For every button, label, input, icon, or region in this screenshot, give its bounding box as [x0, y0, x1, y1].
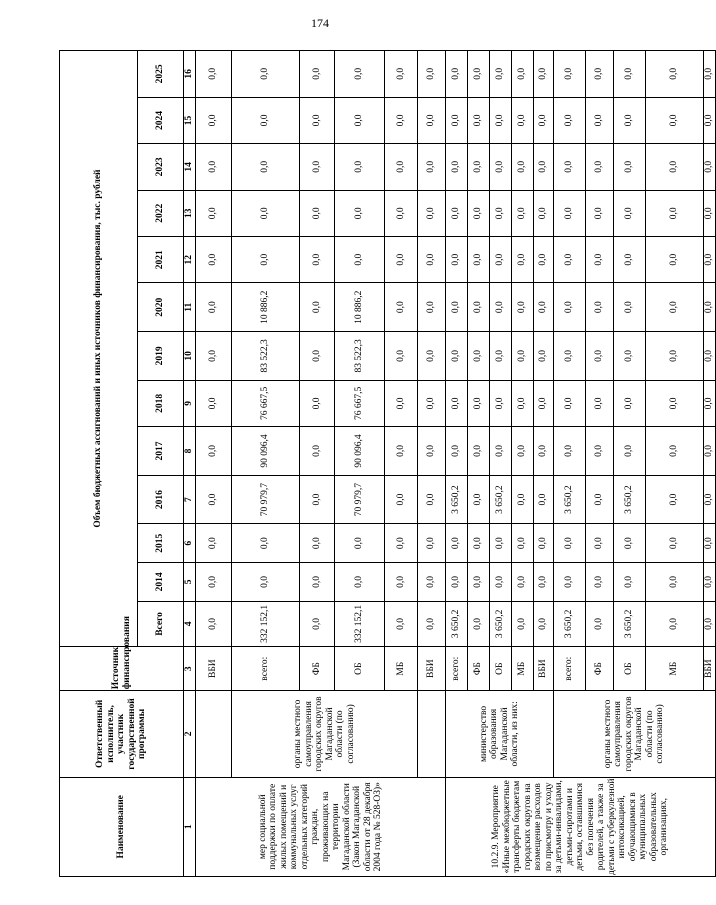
- year-value-cell: 0,0: [335, 236, 385, 282]
- year-value-cell: 0,0: [646, 144, 704, 190]
- source-cell: ВБИ: [534, 647, 554, 691]
- total-value-cell: 332 152,1: [232, 601, 300, 646]
- year-value-cell: 0,0: [446, 380, 468, 426]
- year-value-cell: 0,0: [446, 236, 468, 282]
- year-value-cell: 0,0: [196, 332, 232, 381]
- header-year: 2014: [138, 563, 184, 602]
- total-value-cell: 0,0: [534, 601, 554, 646]
- header-year: 2024: [138, 97, 184, 143]
- year-value-cell: 0,0: [704, 380, 716, 426]
- year-value-cell: 0,0: [300, 332, 335, 381]
- year-value-cell: 76 667,5: [232, 380, 300, 426]
- table-row: [418, 51, 446, 877]
- year-value-cell: 0,0: [418, 524, 446, 563]
- header-year: 2018: [138, 380, 184, 426]
- year-value-cell: 0,0: [335, 190, 385, 236]
- year-value-cell: 0,0: [418, 144, 446, 190]
- year-value-cell: 0,0: [385, 144, 418, 190]
- year-value-cell: 0,0: [534, 283, 554, 332]
- year-value-cell: 0,0: [300, 427, 335, 476]
- year-value-cell: 70 979,7: [335, 475, 385, 524]
- year-value-cell: 0,0: [554, 144, 586, 190]
- source-cell: ВБИ: [196, 647, 232, 691]
- column-number: 11: [184, 283, 196, 332]
- year-value-cell: 0,0: [385, 524, 418, 563]
- year-value-cell: 0,0: [196, 380, 232, 426]
- year-value-cell: 0,0: [704, 190, 716, 236]
- year-value-cell: 0,0: [512, 97, 534, 143]
- year-value-cell: 0,0: [385, 190, 418, 236]
- year-value-cell: 0,0: [468, 427, 490, 476]
- year-value-cell: 0,0: [614, 190, 646, 236]
- total-value-cell: 0,0: [300, 601, 335, 646]
- year-value-cell: 0,0: [586, 97, 614, 143]
- year-value-cell: 0,0: [196, 563, 232, 602]
- year-value-cell: 0,0: [385, 475, 418, 524]
- year-value-cell: 0,0: [646, 190, 704, 236]
- table-row: [196, 51, 232, 877]
- year-value-cell: 0,0: [646, 236, 704, 282]
- year-value-cell: 0,0: [614, 524, 646, 563]
- year-value-cell: 0,0: [586, 524, 614, 563]
- column-number: 12: [184, 236, 196, 282]
- year-value-cell: 0,0: [646, 332, 704, 381]
- year-value-cell: 0,0: [646, 563, 704, 602]
- column-number: 10: [184, 332, 196, 381]
- source-cell: ОБ: [490, 647, 512, 691]
- source-cell: всего:: [446, 647, 468, 691]
- source-cell: МБ: [385, 647, 418, 691]
- table-row: [232, 51, 300, 877]
- year-value-cell: 0,0: [446, 427, 468, 476]
- year-value-cell: 0,0: [704, 236, 716, 282]
- year-value-cell: 0,0: [614, 332, 646, 381]
- year-value-cell: 0,0: [300, 51, 335, 98]
- year-value-cell: 0,0: [614, 380, 646, 426]
- year-value-cell: 0,0: [534, 380, 554, 426]
- year-value-cell: 0,0: [704, 144, 716, 190]
- year-value-cell: 0,0: [385, 380, 418, 426]
- year-value-cell: 0,0: [446, 51, 468, 98]
- rotated-table-container: [59, 50, 714, 877]
- header-year: 2022: [138, 190, 184, 236]
- year-value-cell: 0,0: [418, 236, 446, 282]
- year-value-cell: 0,0: [418, 332, 446, 381]
- year-value-cell: 0,0: [418, 380, 446, 426]
- year-value-cell: 0,0: [586, 144, 614, 190]
- year-value-cell: 0,0: [196, 524, 232, 563]
- year-value-cell: 0,0: [196, 475, 232, 524]
- table-row: [446, 51, 468, 877]
- year-value-cell: 0,0: [554, 427, 586, 476]
- year-value-cell: 0,0: [300, 190, 335, 236]
- year-value-cell: 0,0: [300, 283, 335, 332]
- year-value-cell: 0,0: [335, 144, 385, 190]
- year-value-cell: 0,0: [586, 427, 614, 476]
- year-value-cell: 0,0: [490, 332, 512, 381]
- year-value-cell: 0,0: [512, 563, 534, 602]
- header-year: 2021: [138, 236, 184, 282]
- year-value-cell: 0,0: [704, 524, 716, 563]
- year-value-cell: 0,0: [446, 97, 468, 143]
- year-value-cell: 0,0: [446, 563, 468, 602]
- total-value-cell: 0,0: [418, 601, 446, 646]
- total-value-cell: 0,0: [704, 601, 716, 646]
- executor-cell: органы местного самоуправления городских округов Магаданской области (по согласованию): [554, 691, 716, 777]
- year-value-cell: 0,0: [196, 190, 232, 236]
- year-value-cell: 0,0: [385, 283, 418, 332]
- year-value-cell: 0,0: [512, 427, 534, 476]
- year-value-cell: 0,0: [418, 283, 446, 332]
- measure-name-cell: мер социальной поддержки по оплате жилых помещений и коммунальных услуг отдельных категорий граждан, проживающих на территории Магаданской области (Закон Магаданской области от 28 декабря 2004 года № 528-ОЗ)»: [196, 777, 446, 876]
- year-value-cell: 76 667,5: [335, 380, 385, 426]
- year-value-cell: 0,0: [446, 144, 468, 190]
- year-value-cell: 0,0: [512, 51, 534, 98]
- year-value-cell: 0,0: [614, 51, 646, 98]
- year-value-cell: 0,0: [418, 563, 446, 602]
- year-value-cell: 0,0: [586, 380, 614, 426]
- year-value-cell: 0,0: [468, 283, 490, 332]
- year-value-cell: 0,0: [490, 144, 512, 190]
- year-value-cell: 0,0: [490, 380, 512, 426]
- year-value-cell: 0,0: [385, 97, 418, 143]
- total-value-cell: 0,0: [385, 601, 418, 646]
- header-year: 2025: [138, 51, 184, 98]
- year-value-cell: 0,0: [554, 380, 586, 426]
- year-value-cell: 0,0: [490, 97, 512, 143]
- executor-cell-empty: [418, 691, 446, 777]
- funding-table: [59, 50, 716, 877]
- column-number: 5: [184, 563, 196, 602]
- header-year: 2016: [138, 475, 184, 524]
- source-cell: всего:: [554, 647, 586, 691]
- year-value-cell: 0,0: [335, 524, 385, 563]
- year-value-cell: 0,0: [534, 524, 554, 563]
- year-value-cell: 0,0: [418, 190, 446, 236]
- year-value-cell: 83 522,3: [232, 332, 300, 381]
- year-value-cell: 0,0: [418, 475, 446, 524]
- year-value-cell: 0,0: [554, 236, 586, 282]
- year-value-cell: 0,0: [490, 190, 512, 236]
- executor-cell: министерство образования Магаданской области, из них:: [446, 691, 554, 777]
- year-value-cell: 3 650,2: [614, 475, 646, 524]
- year-value-cell: 0,0: [232, 51, 300, 98]
- measure-name-cell: 10.2.9. Мероприятие «Иные межбюджетные трансферты бюджетам городских округов на возмещение расходов по присмотру и уходу за детьми-инвалидами, детьми-сиротами и детьми, оставшимися без попечения родителей, а также за детьми с туберкулезной интоксикацией, обучающимися в муниципальных образовательных организациях,: [446, 777, 716, 876]
- year-value-cell: 0,0: [614, 563, 646, 602]
- header-funding-title: Объем бюджетных ассигнований и иных источников финансирования, тыс. рублей: [60, 51, 138, 647]
- year-value-cell: 3 650,2: [554, 475, 586, 524]
- year-value-cell: 0,0: [335, 51, 385, 98]
- year-value-cell: 0,0: [446, 524, 468, 563]
- year-value-cell: 0,0: [534, 332, 554, 381]
- year-value-cell: 0,0: [300, 563, 335, 602]
- year-value-cell: 0,0: [232, 144, 300, 190]
- year-value-cell: 0,0: [534, 563, 554, 602]
- header-year: 2015: [138, 524, 184, 563]
- year-value-cell: 0,0: [385, 332, 418, 381]
- year-value-cell: 0,0: [490, 524, 512, 563]
- year-value-cell: 0,0: [468, 332, 490, 381]
- source-cell: ФБ: [468, 647, 490, 691]
- year-value-cell: 0,0: [554, 51, 586, 98]
- year-value-cell: 10 886,2: [335, 283, 385, 332]
- year-value-cell: 3 650,2: [446, 475, 468, 524]
- header-source: Источник финансирования: [60, 647, 184, 691]
- source-cell: ОБ: [335, 647, 385, 691]
- year-value-cell: 0,0: [300, 475, 335, 524]
- source-cell: ВБИ: [418, 647, 446, 691]
- year-value-cell: 0,0: [512, 475, 534, 524]
- year-value-cell: 0,0: [586, 51, 614, 98]
- source-cell: ВБИ: [704, 647, 716, 691]
- year-value-cell: 0,0: [300, 236, 335, 282]
- source-cell: ФБ: [300, 647, 335, 691]
- column-number: 7: [184, 475, 196, 524]
- column-number: 4: [184, 601, 196, 646]
- year-value-cell: 0,0: [468, 380, 490, 426]
- year-value-cell: 0,0: [490, 51, 512, 98]
- total-value-cell: 0,0: [646, 601, 704, 646]
- column-number: 8: [184, 427, 196, 476]
- year-value-cell: 0,0: [512, 144, 534, 190]
- header-year: 2019: [138, 332, 184, 381]
- year-value-cell: 0,0: [646, 283, 704, 332]
- year-value-cell: 0,0: [704, 97, 716, 143]
- column-number: 6: [184, 524, 196, 563]
- year-value-cell: 0,0: [512, 236, 534, 282]
- year-value-cell: 0,0: [300, 97, 335, 143]
- total-value-cell: 0,0: [468, 601, 490, 646]
- year-value-cell: 0,0: [196, 97, 232, 143]
- executor-cell: органы местного самоуправления городских округов Магаданской области (по согласованию): [232, 691, 418, 777]
- column-number: 13: [184, 190, 196, 236]
- source-cell: МБ: [512, 647, 534, 691]
- year-value-cell: 0,0: [468, 236, 490, 282]
- total-value-cell: 3 650,2: [446, 601, 468, 646]
- year-value-cell: 0,0: [385, 427, 418, 476]
- year-value-cell: 0,0: [468, 97, 490, 143]
- year-value-cell: 0,0: [468, 51, 490, 98]
- year-value-cell: 0,0: [704, 51, 716, 98]
- year-value-cell: 0,0: [614, 427, 646, 476]
- header-year: 2023: [138, 144, 184, 190]
- total-value-cell: 0,0: [586, 601, 614, 646]
- year-value-cell: 0,0: [586, 475, 614, 524]
- year-value-cell: 90 096,4: [335, 427, 385, 476]
- total-value-cell: 332 152,1: [335, 601, 385, 646]
- source-cell: ФБ: [586, 647, 614, 691]
- year-value-cell: 0,0: [586, 236, 614, 282]
- source-cell: МБ: [646, 647, 704, 691]
- year-value-cell: 0,0: [468, 563, 490, 602]
- header-total: Всего: [138, 601, 184, 646]
- year-value-cell: 0,0: [704, 563, 716, 602]
- column-number: 15: [184, 97, 196, 143]
- year-value-cell: 3 650,2: [490, 475, 512, 524]
- year-value-cell: 0,0: [300, 524, 335, 563]
- year-value-cell: 0,0: [586, 190, 614, 236]
- year-value-cell: 0,0: [586, 283, 614, 332]
- year-value-cell: 0,0: [335, 563, 385, 602]
- year-value-cell: 0,0: [646, 380, 704, 426]
- page-number: 174: [311, 16, 329, 30]
- year-value-cell: 0,0: [300, 144, 335, 190]
- year-value-cell: 0,0: [534, 144, 554, 190]
- year-value-cell: 0,0: [385, 51, 418, 98]
- year-value-cell: 0,0: [196, 144, 232, 190]
- year-value-cell: 0,0: [385, 563, 418, 602]
- year-value-cell: 0,0: [512, 190, 534, 236]
- year-value-cell: 0,0: [534, 427, 554, 476]
- year-value-cell: 0,0: [512, 283, 534, 332]
- column-number: 9: [184, 380, 196, 426]
- column-number: 14: [184, 144, 196, 190]
- year-value-cell: 0,0: [614, 144, 646, 190]
- total-value-cell: 3 650,2: [614, 601, 646, 646]
- year-value-cell: 0,0: [704, 283, 716, 332]
- year-value-cell: 70 979,7: [232, 475, 300, 524]
- year-value-cell: 0,0: [468, 144, 490, 190]
- year-value-cell: 0,0: [534, 475, 554, 524]
- year-value-cell: 0,0: [196, 51, 232, 98]
- column-number: 2: [184, 691, 196, 777]
- year-value-cell: 0,0: [196, 427, 232, 476]
- year-value-cell: 83 522,3: [335, 332, 385, 381]
- source-cell: ОБ: [614, 647, 646, 691]
- year-value-cell: 0,0: [446, 190, 468, 236]
- year-value-cell: 0,0: [512, 524, 534, 563]
- total-value-cell: 0,0: [512, 601, 534, 646]
- year-value-cell: 0,0: [385, 236, 418, 282]
- source-cell: всего:: [232, 647, 300, 691]
- year-value-cell: 0,0: [534, 51, 554, 98]
- year-value-cell: 0,0: [446, 332, 468, 381]
- year-value-cell: 0,0: [704, 427, 716, 476]
- column-number: 3: [184, 647, 196, 691]
- year-value-cell: 0,0: [232, 563, 300, 602]
- year-value-cell: 0,0: [554, 524, 586, 563]
- year-value-cell: 0,0: [614, 283, 646, 332]
- executor-cell-empty: [196, 691, 232, 777]
- year-value-cell: 0,0: [586, 563, 614, 602]
- year-value-cell: 0,0: [418, 51, 446, 98]
- header-executor: Ответственный исполнитель, участник государственной программы: [60, 691, 184, 777]
- year-value-cell: 0,0: [232, 524, 300, 563]
- year-value-cell: 0,0: [554, 283, 586, 332]
- year-value-cell: 0,0: [490, 427, 512, 476]
- year-value-cell: 0,0: [232, 190, 300, 236]
- year-value-cell: 0,0: [418, 97, 446, 143]
- year-value-cell: 0,0: [646, 97, 704, 143]
- total-value-cell: 0,0: [196, 601, 232, 646]
- year-value-cell: 0,0: [704, 475, 716, 524]
- year-value-cell: 0,0: [468, 524, 490, 563]
- year-value-cell: 0,0: [646, 475, 704, 524]
- column-number: 1: [184, 777, 196, 876]
- year-value-cell: 0,0: [196, 236, 232, 282]
- table-row: [554, 51, 586, 877]
- year-value-cell: 0,0: [534, 190, 554, 236]
- header-year: 2020: [138, 283, 184, 332]
- year-value-cell: 0,0: [490, 236, 512, 282]
- header-name: Наименование: [60, 777, 184, 876]
- column-number: 16: [184, 51, 196, 98]
- year-value-cell: 0,0: [704, 332, 716, 381]
- year-value-cell: 0,0: [490, 563, 512, 602]
- year-value-cell: 0,0: [534, 236, 554, 282]
- year-value-cell: 0,0: [534, 97, 554, 143]
- year-value-cell: 0,0: [614, 236, 646, 282]
- year-value-cell: 0,0: [554, 563, 586, 602]
- year-value-cell: 0,0: [490, 283, 512, 332]
- year-value-cell: 0,0: [512, 332, 534, 381]
- year-value-cell: 0,0: [646, 524, 704, 563]
- year-value-cell: 0,0: [196, 283, 232, 332]
- year-value-cell: 0,0: [335, 97, 385, 143]
- year-value-cell: 0,0: [468, 475, 490, 524]
- year-value-cell: 0,0: [446, 283, 468, 332]
- year-value-cell: 0,0: [300, 380, 335, 426]
- year-value-cell: 0,0: [586, 332, 614, 381]
- year-value-cell: 90 096,4: [232, 427, 300, 476]
- year-value-cell: 0,0: [614, 97, 646, 143]
- year-value-cell: 0,0: [554, 190, 586, 236]
- year-value-cell: 0,0: [232, 97, 300, 143]
- total-value-cell: 3 650,2: [554, 601, 586, 646]
- year-value-cell: 10 886,2: [232, 283, 300, 332]
- year-value-cell: 0,0: [554, 97, 586, 143]
- year-value-cell: 0,0: [646, 51, 704, 98]
- year-value-cell: 0,0: [554, 332, 586, 381]
- year-value-cell: 0,0: [512, 380, 534, 426]
- year-value-cell: 0,0: [646, 427, 704, 476]
- header-year: 2017: [138, 427, 184, 476]
- year-value-cell: 0,0: [468, 190, 490, 236]
- year-value-cell: 0,0: [418, 427, 446, 476]
- year-value-cell: 0,0: [232, 236, 300, 282]
- total-value-cell: 3 650,2: [490, 601, 512, 646]
